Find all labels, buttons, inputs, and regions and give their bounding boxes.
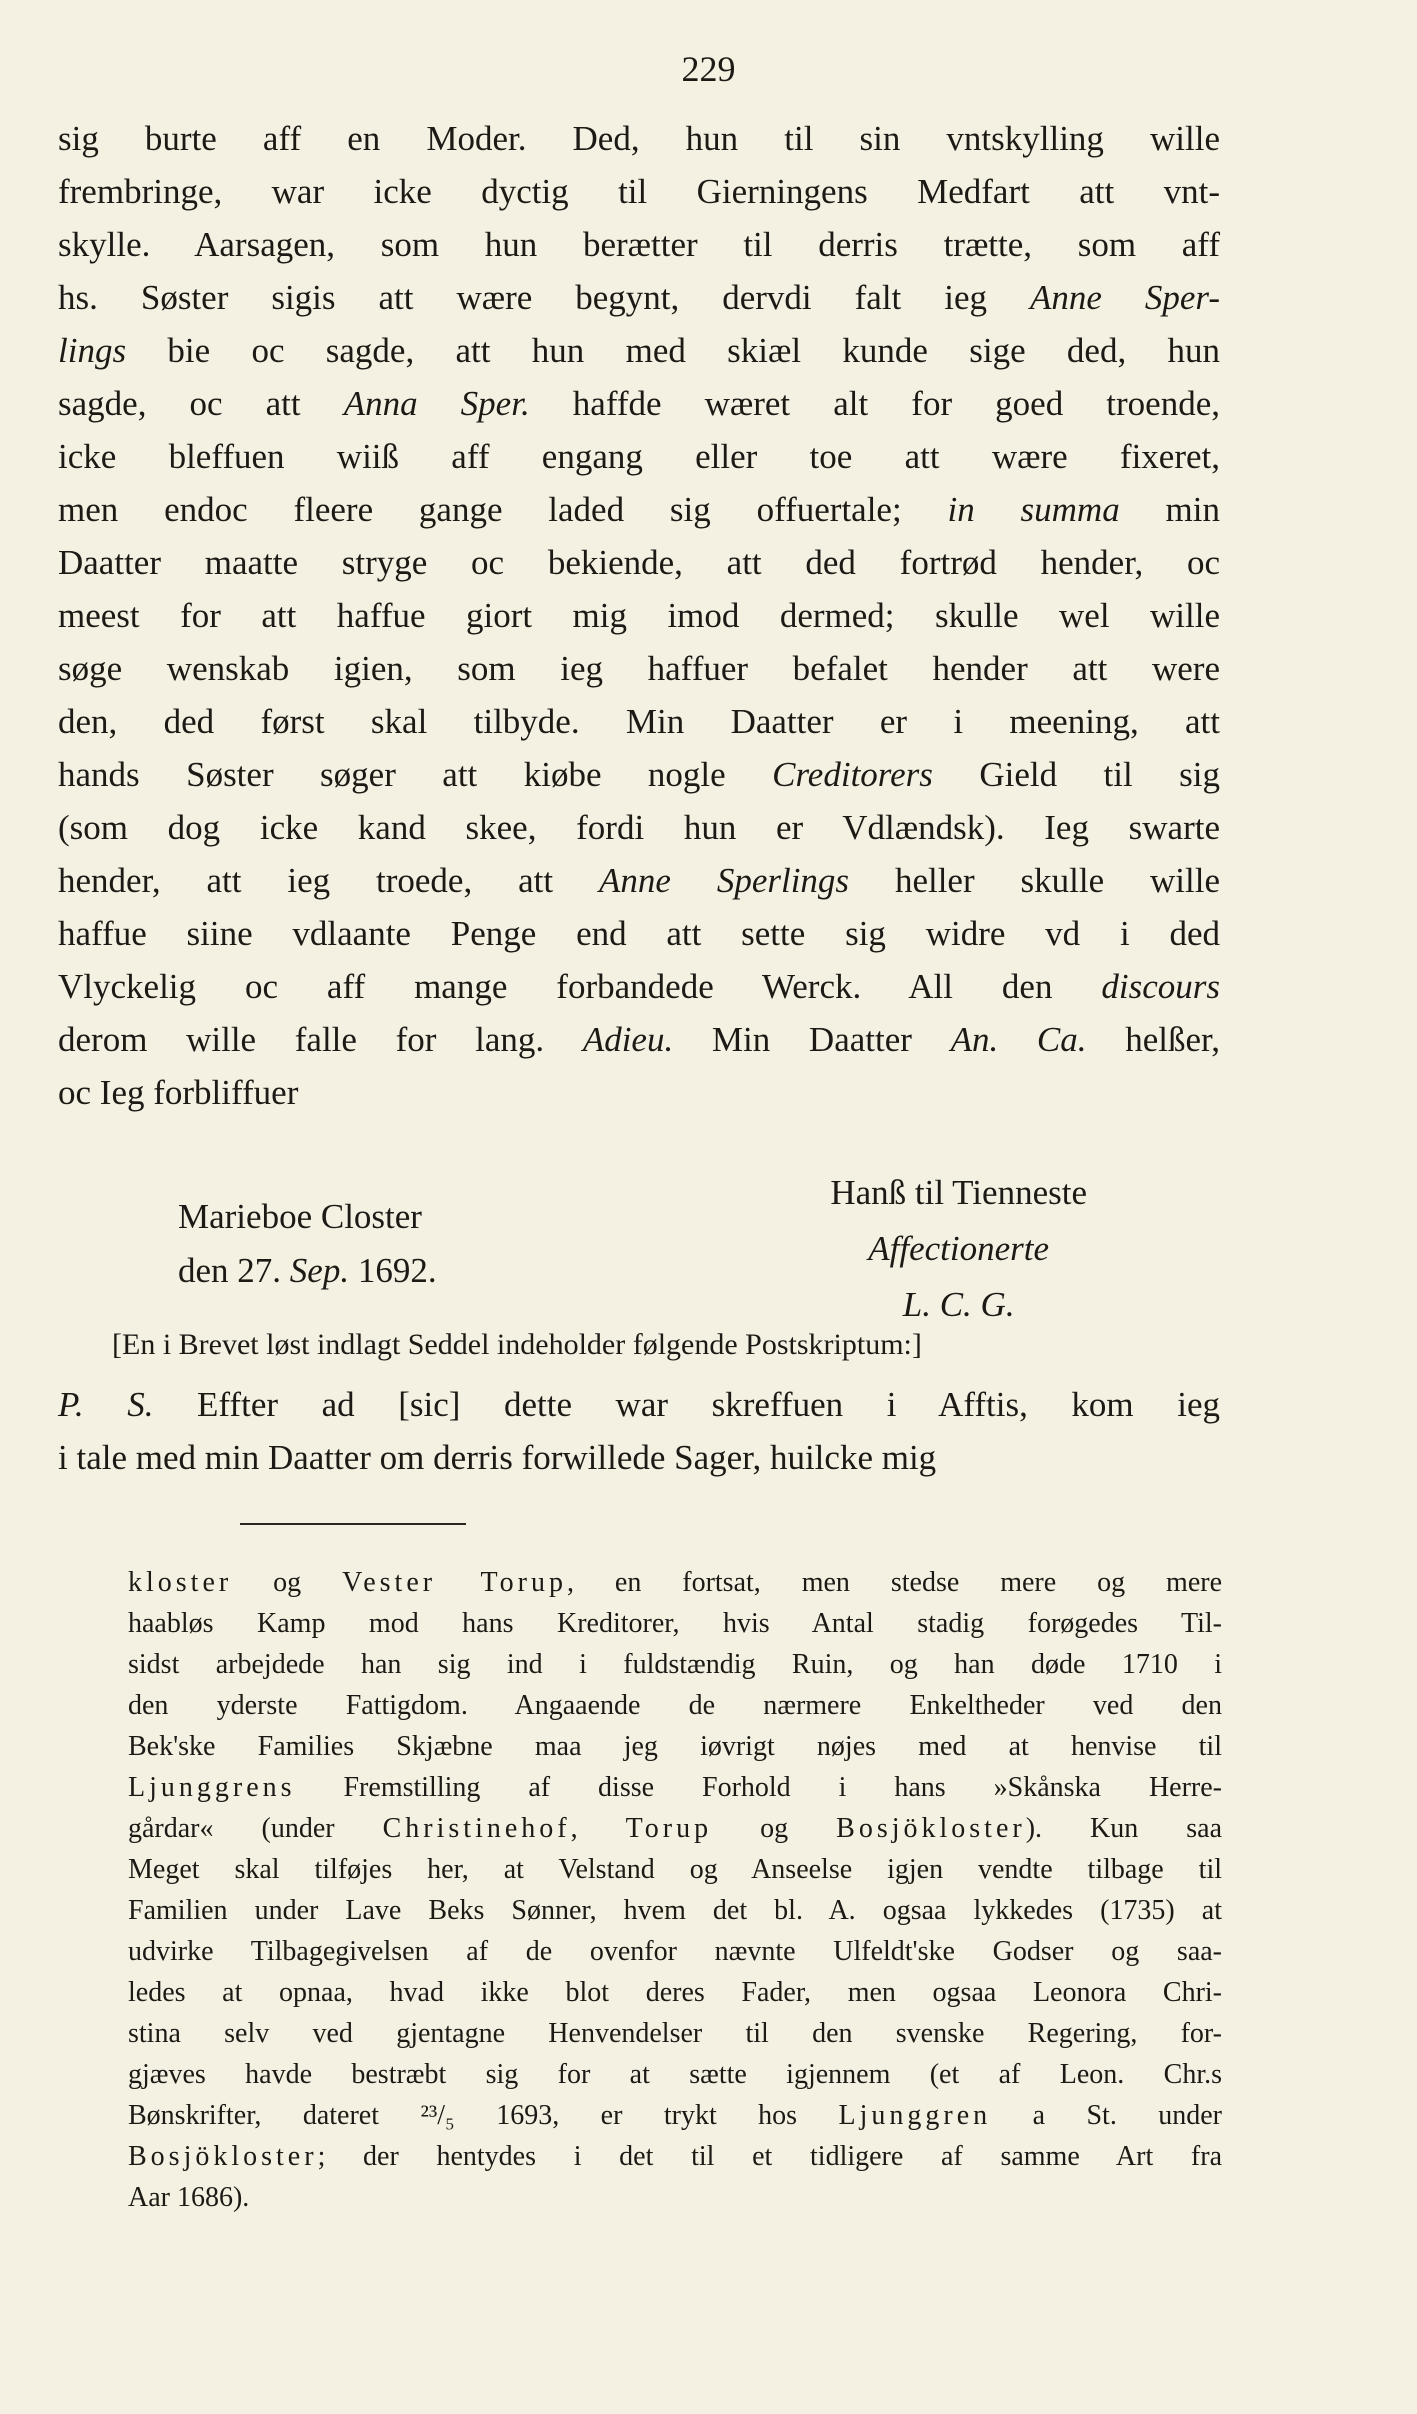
- letter-line: [58, 324, 1220, 377]
- text-run: bie oc sagde, att hun med skiæl kunde sige ded, hun: [126, 331, 1220, 370]
- footnote-line: [128, 1603, 1222, 1644]
- italic-run: Anne Sperlings: [599, 861, 850, 900]
- text-run: Aar 1686).: [128, 2182, 250, 2213]
- text-run: meest for att haffue giort mig imod dermed; skulle wel wille: [58, 596, 1220, 635]
- text-run: heller skulle wille: [849, 861, 1221, 900]
- letter-line: [58, 907, 1220, 960]
- text-run: Familien under Lave Beks Sønner, hvem det bl. A. ogsaa lykkedes (1735) at: [128, 1895, 1222, 1926]
- text-run: helßer,: [1086, 1020, 1220, 1059]
- text-run: udvirke Tilbagegivelsen af de ovenfor nævnte Ulfeldt'ske Godser og saa-: [128, 1936, 1222, 1967]
- footnote-line: [128, 1644, 1222, 1685]
- footnote-line: [128, 1562, 1222, 1603]
- text-run: a St. under: [991, 2100, 1223, 2131]
- italic-run: lings: [58, 331, 127, 370]
- text-run: den yderste Fattigdom. Angaaende de nærmere Enkeltheder ved den: [128, 1690, 1222, 1721]
- text-run: haabløs Kamp mod hans Kreditorer, hvis Antal stadig forøgedes Til-: [128, 1608, 1222, 1639]
- letter-line: [58, 218, 1220, 271]
- signature-place-date: [178, 1190, 437, 1298]
- italic-run: Anne Sper-: [1029, 278, 1220, 317]
- text-run: søge wenskab igien, som ieg haffuer befalet hender att were: [58, 649, 1220, 688]
- letter-body: [58, 112, 1220, 1119]
- text-run: icke bleffuen wiiß aff engang eller toe att wære fixeret,: [58, 437, 1220, 476]
- italic-run: Creditorers: [772, 755, 933, 794]
- text-run: Effter ad [sic] dette war skreffuen i Afftis, kom ieg: [153, 1385, 1220, 1424]
- text-run: skylle. Aarsagen, som hun berætter til derris trætte, som aff: [58, 225, 1220, 264]
- text-run: oc Ieg forbliffuer: [58, 1073, 299, 1112]
- text-run: haffue siine vdlaante Penge end att sette sig widre vd i ded: [58, 914, 1220, 953]
- text-run: gjæves havde bestræbt sig for at sætte igjennem (et af Leon. Chr.s: [128, 2059, 1222, 2090]
- text-run: Fremstilling af disse Forhold i hans »Skånska Herre-: [295, 1772, 1222, 1803]
- signature-servant: Hanß til Tienneste: [830, 1173, 1087, 1212]
- letter-line: [58, 642, 1220, 695]
- text-run: Bek'ske Families Skjæbne maa jeg iøvrigt nøjes med at henvise til: [128, 1731, 1222, 1762]
- text-run: sidst arbejdede han sig ind i fuldstændig Ruin, og han døde 1710 i: [128, 1649, 1222, 1680]
- spaced-run: Ljunggren: [838, 2100, 992, 2131]
- text-run: stina selv ved gjentagne Henvendelser til den svenske Regering, for-: [128, 2018, 1222, 2049]
- spaced-run: Ljunggrens: [128, 1772, 296, 1803]
- italic-run: An. Ca.: [950, 1020, 1087, 1059]
- text-run: derom wille falle for lang.: [58, 1020, 583, 1059]
- letter-line: [58, 377, 1220, 430]
- footnote-line: [128, 2136, 1222, 2177]
- spaced-run: Bosjökloster: [836, 1813, 1026, 1844]
- letter-line: [58, 1066, 1220, 1119]
- letter-line: [58, 854, 1220, 907]
- text-run: men endoc fleere gange laded sig offuertale;: [58, 490, 948, 529]
- text-run: den, ded først skal tilbyde. Min Daatter er i meening, att: [58, 702, 1220, 741]
- footnote-line: [128, 2013, 1222, 2054]
- text-run: og: [712, 1813, 837, 1844]
- letter-line: [58, 536, 1220, 589]
- text-run: frembringe, war icke dyctig til Gierningens Medfart att vnt-: [58, 172, 1220, 211]
- footnote-line: [128, 2177, 1222, 2218]
- text-run: sig burte aff en Moder. Ded, hun til sin vntskylling wille: [58, 119, 1220, 158]
- text-run: , en fortsat, men stedse mere og mere: [566, 1567, 1222, 1598]
- letter-line: [58, 1013, 1220, 1066]
- text-run: Meget skal tilføjes her, at Velstand og Anseelse igjen vendte tilbage til: [128, 1854, 1222, 1885]
- text-run: Gield til sig: [932, 755, 1220, 794]
- italic-run: Anna Sper.: [343, 384, 530, 423]
- text-run: Bønskrifter, dateret ²³/₅ 1693, er trykt hos: [128, 2100, 839, 2131]
- text-run: i tale med min Daatter om derris forwillede Sager, huilcke mig: [58, 1438, 937, 1477]
- letter-line: [58, 748, 1220, 801]
- text-run: Daatter maatte stryge oc bekiende, att ded fortrød hender, oc: [58, 543, 1220, 582]
- footnote-line: [128, 1808, 1222, 1849]
- footnote-line: [128, 2054, 1222, 2095]
- text-run: sagde, oc att: [58, 384, 344, 423]
- text-run: gårdar« (under: [128, 1813, 383, 1844]
- footnote-divider: [240, 1523, 466, 1525]
- letter-line: [58, 960, 1220, 1013]
- italic-run: in summa: [947, 490, 1120, 529]
- italic-run: Adieu.: [582, 1020, 674, 1059]
- text-run: ,: [570, 1813, 626, 1844]
- letter-line: [58, 430, 1220, 483]
- letter-line: [58, 271, 1220, 324]
- text-run: haffde wæret alt for goed troende,: [529, 384, 1220, 423]
- letter-line: [58, 801, 1220, 854]
- spaced-run: Christinehof: [382, 1813, 571, 1844]
- text-run: og: [232, 1567, 343, 1598]
- text-run: hands Søster søger att kiøbe nogle: [58, 755, 773, 794]
- postscript-line: [58, 1431, 1220, 1484]
- letter-line: [58, 483, 1220, 536]
- enclosure-note: [En i Brevet løst indlagt Seddel indeholder følgende Postskriptum:]: [112, 1328, 922, 1361]
- footnote-line: [128, 1726, 1222, 1767]
- page-number: 229: [681, 49, 736, 89]
- text-run: hender, att ieg troede, att: [58, 861, 599, 900]
- spaced-run: Bosjökloster: [128, 2141, 318, 2172]
- signature-date: den 27. Sep. 1692.: [178, 1251, 437, 1290]
- footnote-line: [128, 1685, 1222, 1726]
- postscript: [58, 1378, 1220, 1484]
- text-run: ledes at opnaa, hvad ikke blot deres Fader, men ogsaa Leonora Chri-: [128, 1977, 1222, 2008]
- spaced-run: kloster: [128, 1567, 233, 1598]
- text-run: min: [1119, 490, 1220, 529]
- italic-run: P. S.: [58, 1385, 154, 1424]
- footnote-line: [128, 1849, 1222, 1890]
- footnote: [128, 1562, 1222, 2218]
- text-run: ; der hentydes i det til et tidligere af samme Art fra: [317, 2141, 1222, 2172]
- postscript-line: [58, 1378, 1220, 1431]
- text-run: (som dog icke kand skee, fordi hun er Vdlændsk). Ieg swarte: [58, 808, 1220, 847]
- letter-line: [58, 165, 1220, 218]
- text-run: ). Kun saa: [1025, 1813, 1223, 1844]
- signature-closing: [830, 1165, 1087, 1333]
- text-run: hs. Søster sigis att wære begynt, dervdi falt ieg: [58, 278, 1030, 317]
- footnote-line: [128, 2095, 1222, 2136]
- footnote-line: [128, 1890, 1222, 1931]
- letter-line: [58, 589, 1220, 642]
- text-run: Vlyckelig oc aff mange forbandede Werck. All den: [58, 967, 1102, 1006]
- footnote-line: [128, 1767, 1222, 1808]
- signature-place: Marieboe Closter: [178, 1197, 422, 1236]
- text-run: Min Daatter: [673, 1020, 951, 1059]
- letter-line: [58, 112, 1220, 165]
- letter-line: [58, 695, 1220, 748]
- footnote-line: [128, 1931, 1222, 1972]
- footnote-line: [128, 1972, 1222, 2013]
- spaced-run: Torup: [625, 1813, 713, 1844]
- signature-affection: Affectionerte: [868, 1229, 1050, 1268]
- spaced-run: Vester Torup: [342, 1567, 567, 1598]
- signature-initials: L. C. G.: [902, 1285, 1015, 1324]
- italic-run: discours: [1101, 967, 1220, 1006]
